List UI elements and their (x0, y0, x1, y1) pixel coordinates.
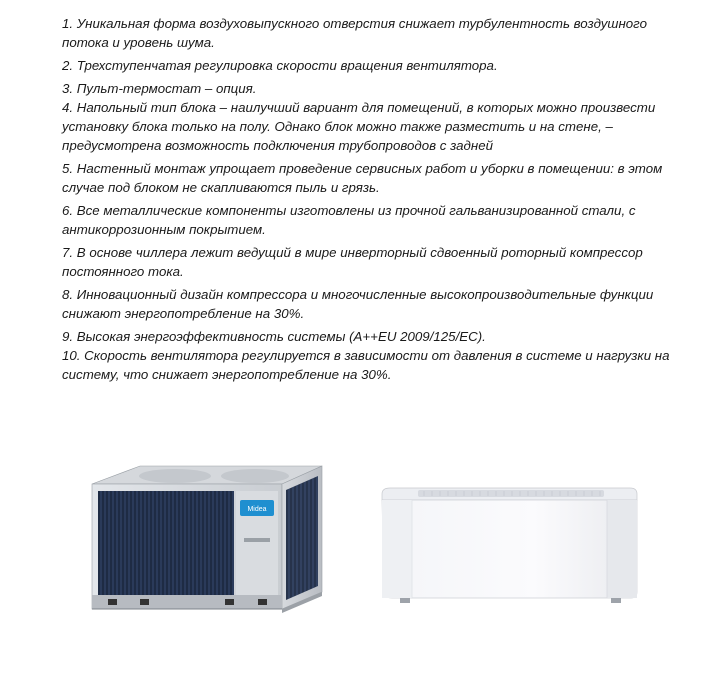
feature-item-6: 6. Все металлические компоненты изготовлены из прочной гальванизированной стали, с антикоррозионным покрытием. (62, 203, 636, 237)
fan-coil-unit-image (382, 488, 637, 603)
chiller-unit-image (92, 466, 322, 613)
feature-item-10: 10. Скорость вентилятора регулируется в зависимости от давления в системе и нагрузки на систему, что снижает энергопотребление на 30%. (62, 348, 670, 382)
feature-item-4: 4. Напольный тип блока – наилучший вариант для помещений, в которых можно произвести установку блока только на полу. Однако блок можно также разместить и на стене, – предусмотрена возможность подключения трубопроводов с задней (62, 100, 656, 153)
feature-item-8: 8. Инновационный дизайн компрессора и многочисленные высокопроизводительные функции снижают энергопотребление на 30%. (62, 287, 654, 321)
feature-item-5: 5. Настенный монтаж упрощает проведение сервисных работ и уборки в помещении: в этом случае под блоком не скапливаются пыль и грязь. (62, 161, 663, 195)
chiller-brand-logo: Midea (247, 506, 267, 513)
feature-item-1: 1. Уникальная форма воздуховыпускного отверстия снижает турбулентность воздушного потока и уровень шума. (62, 16, 647, 50)
product-images (0, 440, 709, 700)
product-photos (0, 440, 709, 700)
feature-item-3: 3. Пульт-термостат – опция. (62, 81, 257, 96)
feature-list (62, 14, 672, 384)
feature-item-7: 7. В основе чиллера лежит ведущий в мире инверторный сдвоенный роторный компрессор постоянного тока. (62, 245, 643, 279)
feature-item-9: 9. Высокая энергоэффективность системы (A++EU 2009/125/EC). (62, 329, 486, 344)
feature-item-2: 2. Трехступенчатая регулировка скорости вращения вентилятора. (62, 58, 498, 73)
